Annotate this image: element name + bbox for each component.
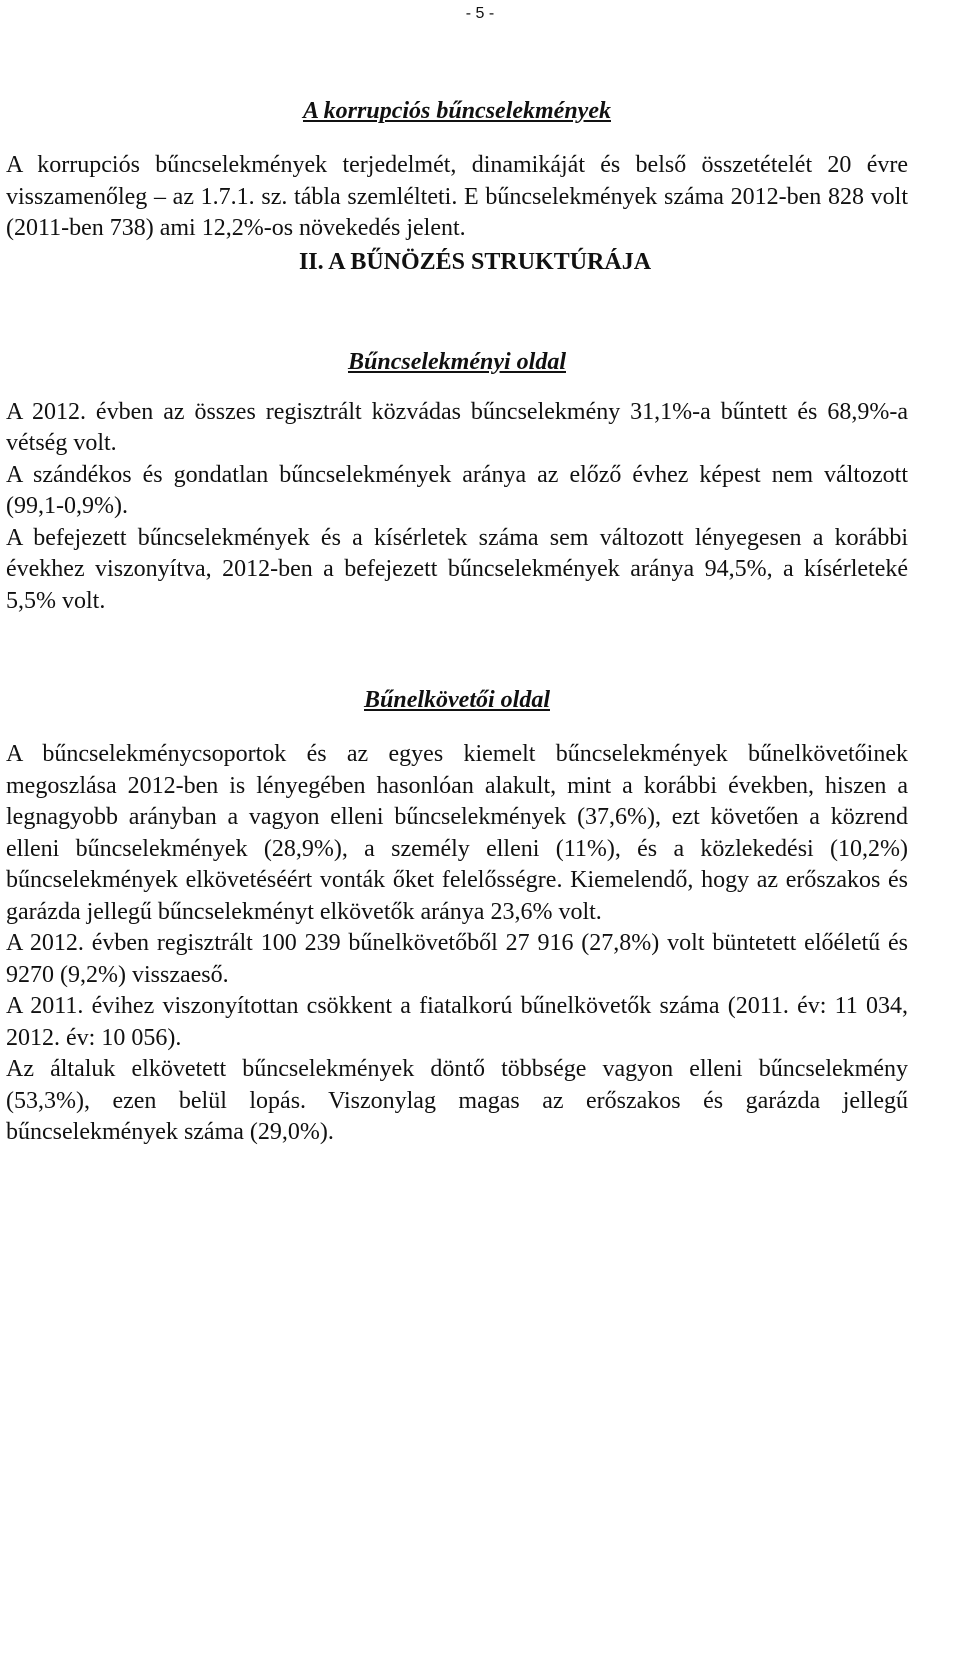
heading-korrupcios: A korrupciós bűncselekmények bbox=[302, 98, 611, 124]
section-title: II. A BŰNÖZÉS STRUKTÚRÁJA bbox=[298, 248, 652, 275]
paragraph: A befejezett bűncselekmények és a kísérletek száma sem változott lényegesen a korábbi évekhez viszonyítva, 2012-ben a befejezett bűncselekmények aránya 94,5%, a kísérleteké 5,5% volt. bbox=[6, 524, 908, 614]
subsection-title-buncselekmenyi: Bűncselekményi oldal bbox=[348, 348, 566, 375]
paragraph: Az általuk elkövetett bűncselekmények döntő többsége vagyon elleni bűncselekmény (53,3%), ezen belül lopás. Viszonylag magas az erőszakos és garázda jellegű bűncselekmények száma (29,0%). bbox=[6, 1056, 908, 1145]
paragraph: A 2012. évben az összes regisztrált közvádas bűncselekmény 31,1%-a bűntett és 68,9%-a vétség volt. bbox=[6, 398, 908, 456]
page-number: - 5 - bbox=[465, 5, 495, 22]
page-content bbox=[6, 90, 908, 1149]
paragraph: A bűncselekménycsoportok és az egyes kiemelt bűncselekmények bűnelkövetőinek megoszlása 2012-ben is lényegében hasonlóan alakult, mint a korábbi években, hiszen a legnagyobb arányban a vagyon elleni bűncselekmények (37,6%), ezt követően a közrend elleni bűncselekmények (28,9%), a személy elleni (11%), és a közlekedési (10,2%) bűncselekmények elkövetéséért vonták őket felelősségre. Kiemelendő, hogy az erőszakos és garázda jellegű bűncselekményt elkövetők aránya 23,6% volt. bbox=[6, 741, 908, 925]
intro-paragraph: A korrupciós bűncselekmények terjedelmét, dinamikáját és belső összetételét 20 évre visszamenőleg – az 1.7.1. sz. tábla szemlélteti. E bűncselekmények száma 2012-ben 828 volt (2011-ben 738) ami 12,2%-os növekedés jelent. bbox=[6, 152, 908, 241]
paragraph: A 2012. évben regisztrált 100 239 bűnelkövetőből 27 916 (27,8%) volt büntetett előéletű és 9270 (9,2%) visszaeső. bbox=[6, 930, 908, 988]
paragraph: A 2011. évihez viszonyítottan csökkent a fiatalkorú bűnelkövetők száma (2011. év: 11 034, 2012. év: 10 056). bbox=[6, 993, 908, 1051]
paragraph: A szándékos és gondatlan bűncselekmények aránya az előző évhez képest nem változott (99,1-0,9%). bbox=[6, 461, 908, 519]
subsection-title-bunelkovetoi: Bűnelkövetői oldal bbox=[364, 687, 550, 713]
